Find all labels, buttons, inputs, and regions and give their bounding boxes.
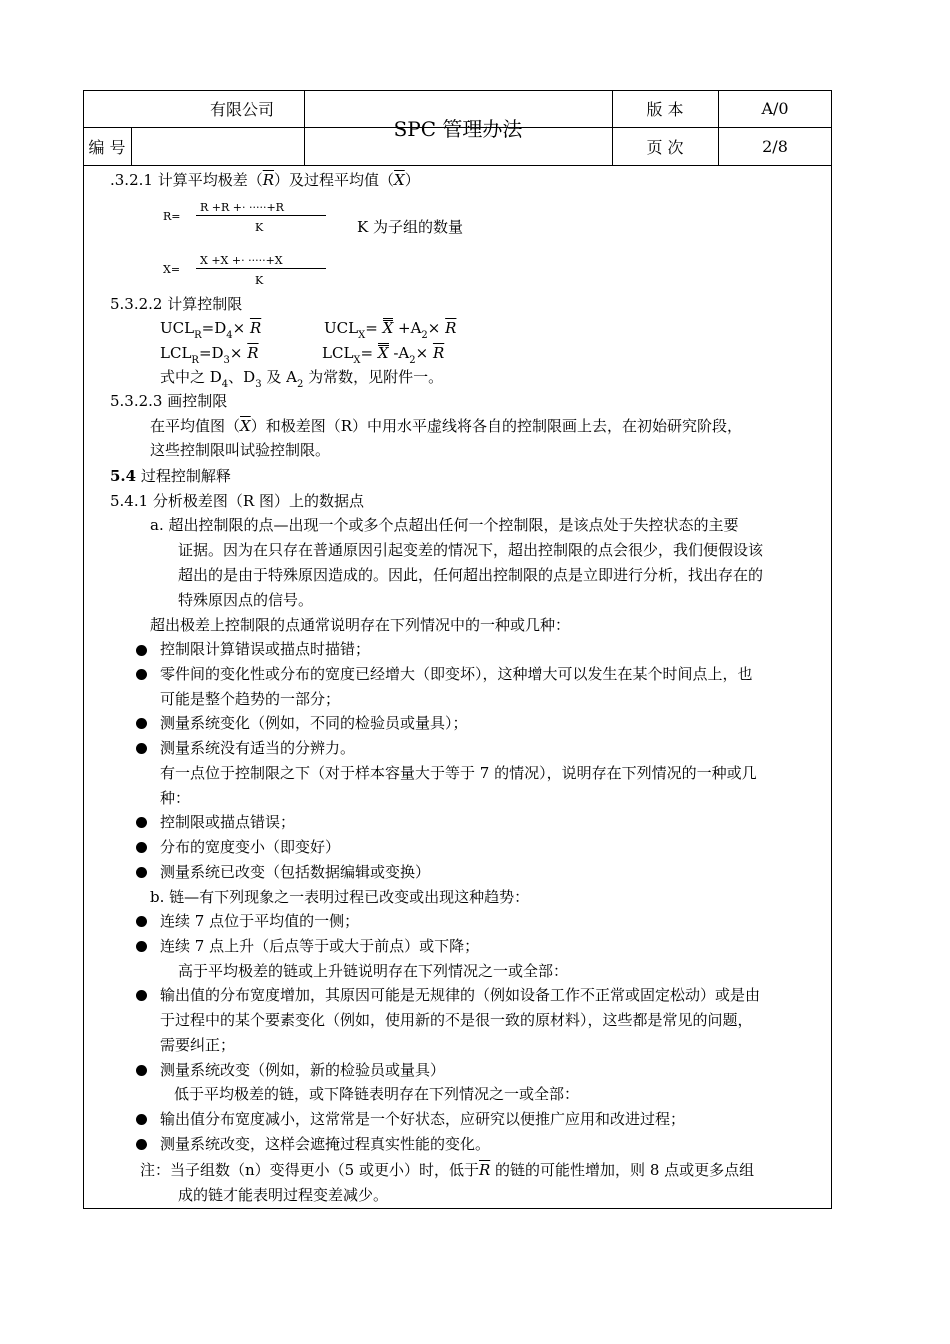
k-note: K 为子组的数量 <box>357 218 463 236</box>
bullet-6: 分布的宽度变小（即变好） <box>160 838 341 856</box>
bullet-icon <box>136 669 147 680</box>
bullet-8: 连续 7 点位于平均值的一侧； <box>160 912 360 930</box>
page-label: 页 次 <box>646 137 684 157</box>
bullet-icon <box>136 842 147 853</box>
bullet-icon <box>136 1114 147 1125</box>
bullet-icon <box>136 941 147 952</box>
bullet-icon <box>136 867 147 878</box>
x-formula-denominator: K <box>255 274 264 287</box>
bullet-icon <box>136 743 147 754</box>
bullet-icon <box>136 1065 147 1076</box>
number-label: 编 号 <box>88 137 126 157</box>
document-title: SPC 管理办法 <box>393 117 523 141</box>
bullet-2-line1: 零件间的变化性或分布的宽度已经增大（即变坏），这种增大可以发生在某个时间点上，也 <box>160 665 753 683</box>
x-formula-lhs: X= <box>163 263 181 276</box>
note-line1: 注：当子组数（n）变得更小（5 或更小）时，低于$\overline{R}$ 的链的可能性增加，则 8 点或更多点组 <box>140 1161 755 1179</box>
above-limit-intro: 超出极差上控制限的点通常说明存在下列情况中的一种或几种： <box>150 616 571 634</box>
version-label: 版 本 <box>646 100 684 119</box>
bullet-4: 测量系统没有适当的分辨力。 <box>160 739 356 757</box>
below-average-intro: 低于平均极差的链，或下降链表明存在下列情况之一或全部： <box>174 1085 580 1103</box>
section-541-heading: 5.4.1 分析极差图（R 图）上的数据点 <box>110 492 364 510</box>
section-54-heading: 5.4 过程控制解释 <box>110 467 231 485</box>
below-limit-line1: 有一点位于控制限之下（对于样本容量大于等于 7 的情况），说明存在下列情况的一种或几 <box>160 764 757 782</box>
bullet-1: 控制限计算错误或描点时描错； <box>160 640 371 658</box>
bullet-10-line1: 输出值的分布宽度增加，其原因可能是无规律的（例如设备工作不正常或固定松动）或是由 <box>160 986 761 1004</box>
bullet-7: 测量系统已改变（包括数据编辑或变换） <box>160 863 431 881</box>
section-5323-line1: 在平均值图$(\overline{X})$和极差图（R）中用水平虚线将各自的控制限画上去，在初始研究阶段， <box>150 417 743 435</box>
bullet-icon <box>136 817 147 828</box>
bullet-11: 测量系统改变（例如，新的检验员或量具） <box>160 1061 446 1079</box>
bullet-9: 连续 7 点上升（后点等于或大于前点）或下降； <box>160 937 480 955</box>
number-value <box>131 127 304 165</box>
company-name: 有限公司 <box>209 100 274 119</box>
bullet-10-line2: 于过程中的某个要素变化（例如，使用新的不是很一致的原材料），这些都是常见的问题， <box>160 1011 753 1029</box>
bullet-3: 测量系统变化（例如，不同的检验员或量具）； <box>160 714 468 732</box>
section-5323-heading: 5.3.2.3 画控制限 <box>110 392 228 410</box>
constants-note: 式中之 $D_4$、$D_3$ 及 $A_2$ 为常数，见附件一。 <box>160 368 444 390</box>
version-value: A/0 <box>761 99 789 118</box>
item-a-line4: 特殊原因点的信号。 <box>178 591 314 609</box>
item-a-line3: 超出的是由于特殊原因造成的。因此，任何超出控制限的点是立即进行分析，找出存在的 <box>178 566 764 584</box>
x-fraction-bar <box>196 268 326 269</box>
ucl-r-formula: $UCL_R=D_4\times \overline{R}$ <box>160 319 262 341</box>
lcl-r-formula: $LCL_R=D_3\times \overline{R}$ <box>160 344 259 366</box>
bullet-icon <box>136 645 147 656</box>
bullet-2-line2: 可能是整个趋势的一部分； <box>160 690 341 708</box>
section-5321-heading: .3.2.1 计算平均极差$(\overline{R})$及过程平均值$(\overline{X})$ <box>110 171 420 189</box>
section-5323-line2: 这些控制限叫试验控制限。 <box>150 441 331 459</box>
bullet-10-line3: 需要纠正； <box>160 1036 236 1054</box>
above-average-intro: 高于平均极差的链或上升链说明存在下列情况之一或全部： <box>178 962 569 980</box>
item-b-heading: b. 链—有下列现象之一表明过程已改变或出现这种趋势： <box>150 888 530 906</box>
x-formula-numerator: X +X +· ·····+X <box>200 254 283 267</box>
below-limit-line2: 种： <box>160 789 191 807</box>
bullet-icon <box>136 1139 147 1150</box>
section-5322-heading: 5.3.2.2 计算控制限 <box>110 295 243 313</box>
ucl-x-formula: $UCL_X= X +A_2\times \overline{R}$ <box>324 319 457 341</box>
page-value: 2/8 <box>762 136 788 156</box>
r-fraction-bar <box>196 215 326 216</box>
lcl-x-formula: $LCL_X= X$ $-A_2\times \overline{R}$ <box>322 344 445 366</box>
bullet-icon <box>136 990 147 1001</box>
r-formula-numerator: R +R +· ·····+R <box>200 201 284 214</box>
item-a-line2: 证据。因为在只存在普通原因引起变差的情况下，超出控制限的点会很少，我们便假设该 <box>178 541 764 559</box>
bullet-icon <box>136 916 147 927</box>
r-formula-denominator: K <box>255 221 264 234</box>
item-a-line1: a. 超出控制限的点—出现一个或多个点超出任何一个控制限，是该点处于失控状态的主要 <box>150 516 739 534</box>
bullet-12: 输出值分布宽度减小，这常常是一个好状态，应研究以便推广应用和改进过程； <box>160 1110 686 1128</box>
bullet-13: 测量系统改变，这样会遮掩过程真实性能的变化。 <box>160 1135 491 1153</box>
header-bottom-line <box>83 165 832 166</box>
bullet-5: 控制限或描点错误； <box>160 813 296 831</box>
r-formula-lhs: R= <box>163 210 181 223</box>
note-line2: 成的链才能表明过程变差减少。 <box>178 1186 389 1204</box>
bullet-icon <box>136 718 147 729</box>
